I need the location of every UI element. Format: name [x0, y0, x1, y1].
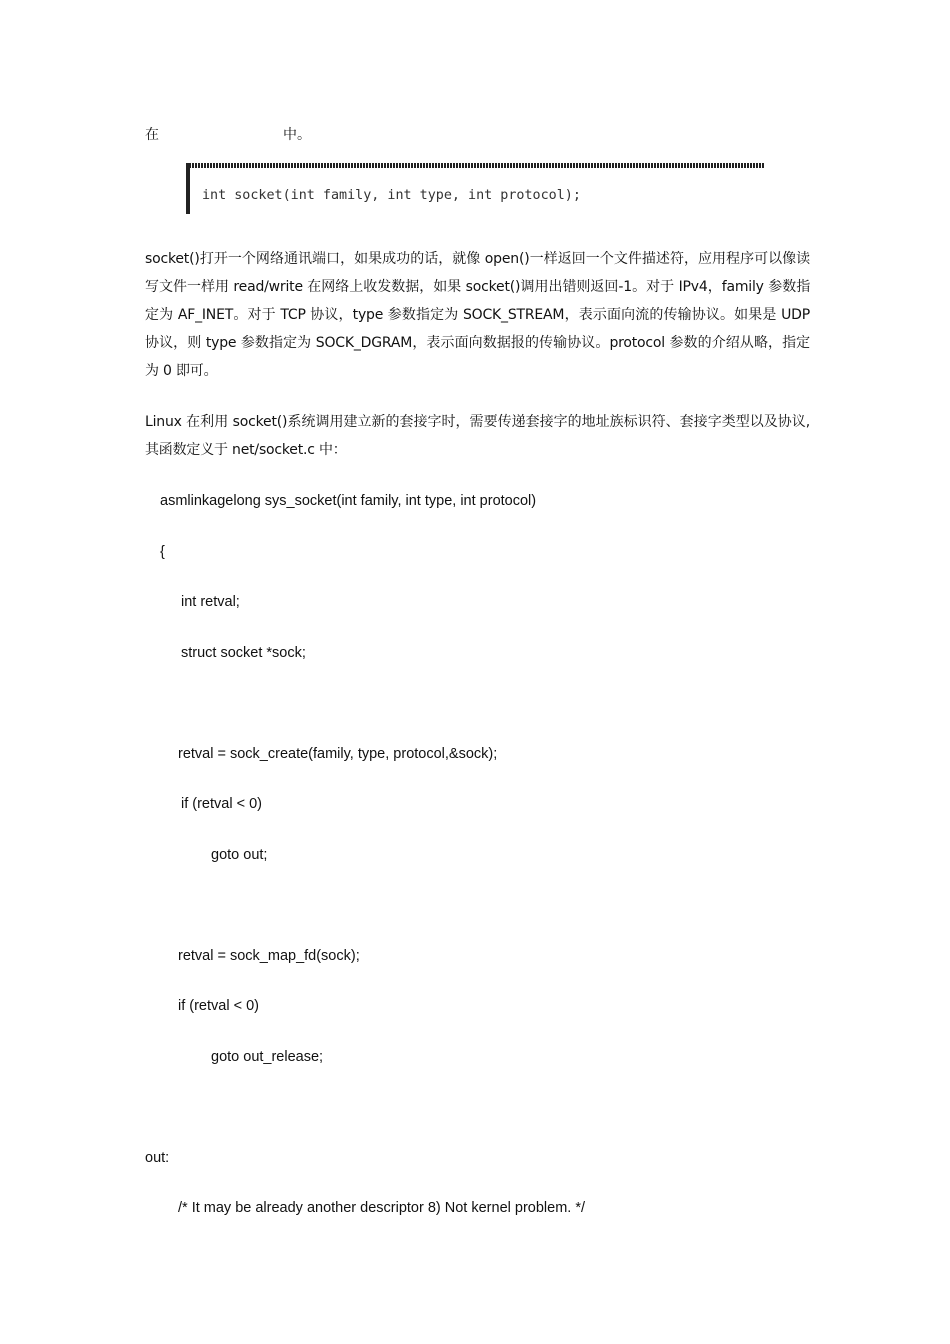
code-box-left-border	[186, 163, 190, 214]
code-line-sock-map-fd: retval = sock_map_fd(sock);	[178, 948, 360, 964]
code-line-signature: asmlinkagelong sys_socket(int family, int type, int protocol)	[160, 493, 537, 509]
code-line-goto-out: goto out;	[211, 847, 268, 863]
paragraph-linux-socket: Linux 在利用 socket()系统调用建立新的套接字时，需要传递套接字的地址族标识符、套接字类型以及协议,其函数定义于 net/socket.c 中：	[145, 414, 810, 458]
code-line-sock-create: retval = sock_create(family, type, protocol,&sock);	[178, 746, 498, 762]
intro-text-right: 中。	[283, 127, 311, 143]
code-line-if-retval-2: if (retval < 0)	[178, 998, 259, 1014]
code-line-goto-out-release: goto out_release;	[211, 1049, 324, 1065]
code-line-open-brace: {	[160, 544, 165, 560]
code-line-out-label: out:	[145, 1150, 170, 1166]
code-line-int-retval: int retval;	[181, 594, 240, 610]
code-box	[186, 163, 764, 215]
code-line-struct-sock: struct socket *sock;	[181, 645, 306, 661]
code-line-if-retval-1: if (retval < 0)	[181, 796, 262, 812]
code-box-line: int socket(int family, int type, int protocol);	[202, 188, 581, 203]
paragraph-socket-description: socket()打开一个网络通讯端口，如果成功的话，就像 open()一样返回一个文件描述符，应用程序可以像读写文件一样用 read/write 在网络上收发数据，如果 socket()调用出错则返回-1。对于 IPv4，family 参数指定为 AF_INET。对于 TCP 协议，type 参数指定为 SOCK_STREAM，表示面向流的传输协议。如果是 UDP 协议，则 type 参数指定为 SOCK_DGRAM，表示面向数据报的传输协议。protocol 参数的介绍从略，指定为 0 即可。	[145, 251, 810, 379]
code-box-top-border	[186, 163, 764, 168]
intro-text-left: 在	[145, 127, 159, 143]
code-line-comment: /* It may be already another descriptor 8) Not kernel problem. */	[178, 1200, 585, 1216]
